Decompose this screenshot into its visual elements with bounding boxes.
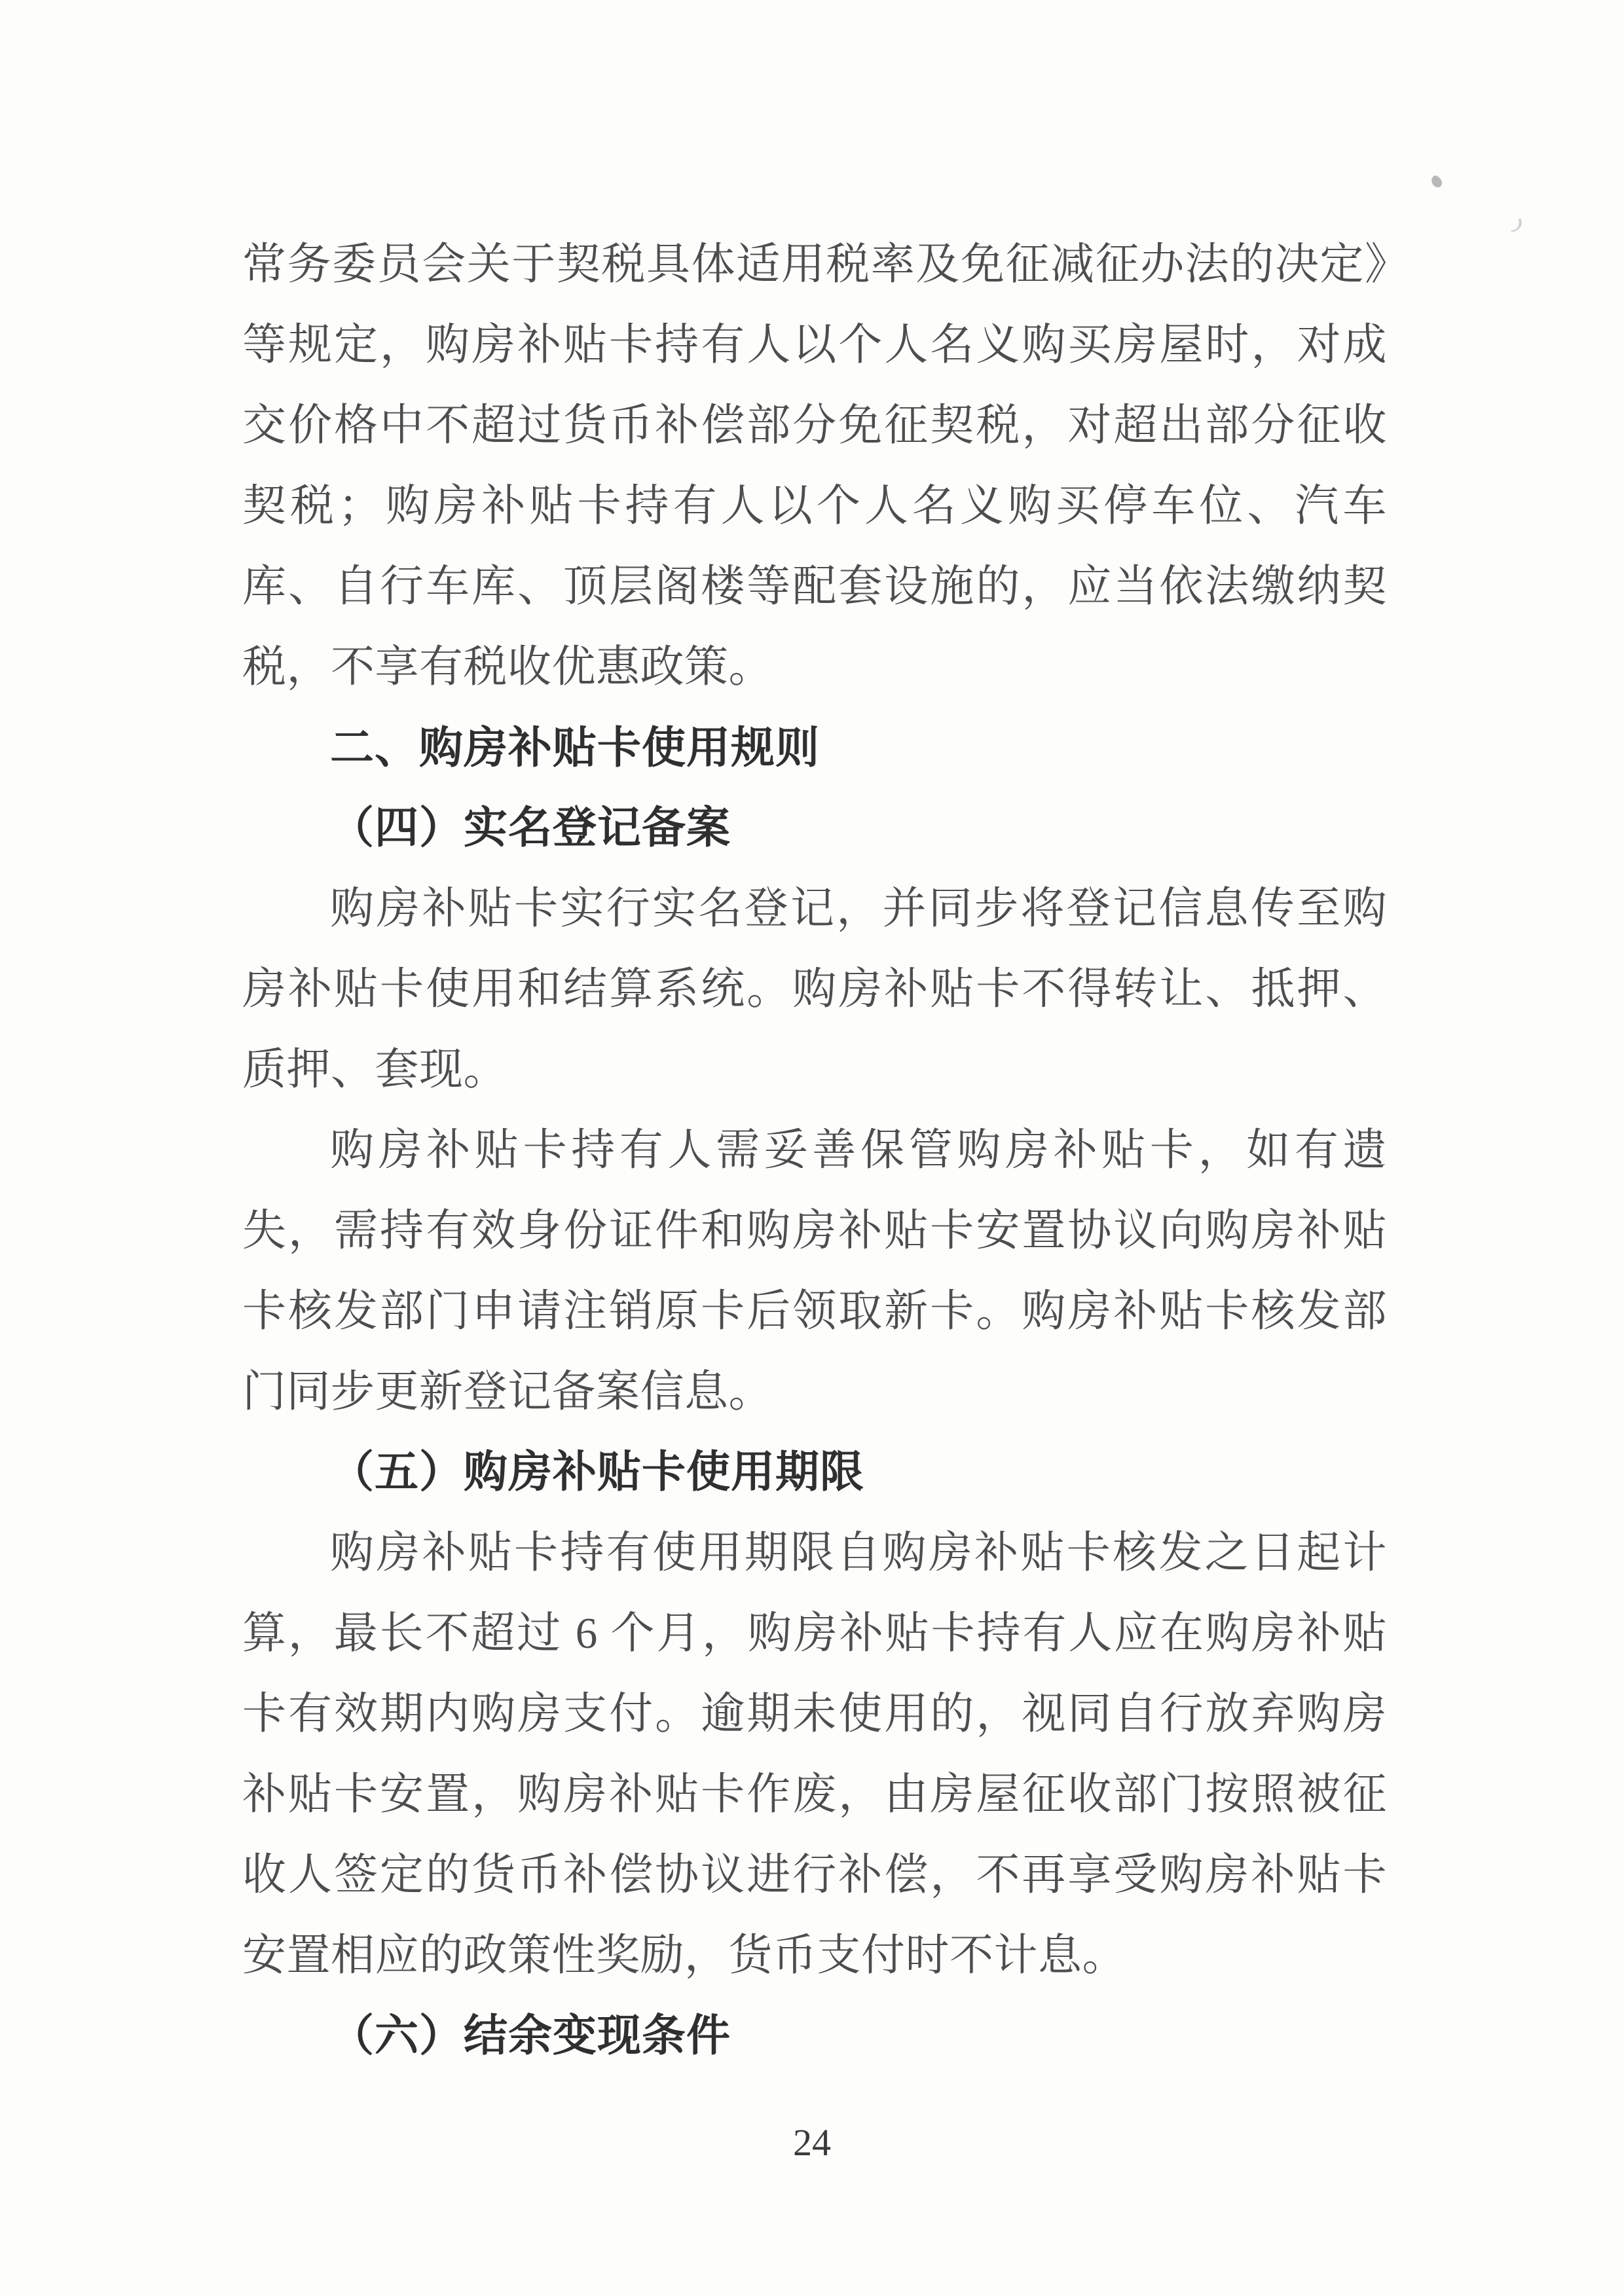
- paragraph-safekeeping: 购房补贴卡持有人需妥善保管购房补贴卡，如有遗失，需持有效身份证件和购房补贴卡安置协议向购房补贴卡核发部门申请注销原卡后领取新卡。购房补贴卡核发部门同步更新登记备案信息。: [242, 1126, 1387, 1416]
- paragraph-registration: 购房补贴卡实行实名登记，并同步将登记信息传至购房补贴卡使用和结算系统。购房补贴卡不得转让、抵押、质押、套现。: [242, 884, 1387, 1094]
- subsection-heading-usage-period: （五）购房补贴卡使用期限: [330, 1448, 864, 1497]
- scan-artifact-curl: [1508, 219, 1524, 233]
- subsection-heading-real-name-registration: （四）实名登记备案: [330, 804, 731, 852]
- page-number: 24: [793, 2121, 831, 2164]
- paragraph-validity: 购房补贴卡持有使用期限自购房补贴卡核发之日起计算，最长不超过 6 个月，购房补贴卡持有人应在购房补贴卡有效期内购房支付。逾期未使用的，视同自行放弃购房补贴卡安置，购房补贴卡作废，由房屋征收部门按照被征收人签定的货币补偿协议进行补偿，不再享受购房补贴卡安置相应的政策性奖励，货币支付时不计息。: [242, 1529, 1387, 1980]
- document-body: [242, 225, 1387, 2077]
- section-heading-card-usage-rules: 二、购房补贴卡使用规则: [330, 723, 820, 773]
- paragraph-tax-policy: 常务委员会关于契税具体适用税率及免征减征办法的决定》等规定，购房补贴卡持有人以个人名义购买房屋时，对成交价格中不超过货币补偿部分免征契税，对超出部分征收契税；购房补贴卡持有人以个人名义购买停车位、汽车库、自行车库、顶层阁楼等配套设施的，应当依法缴纳契税，不享有税收优惠政策。: [242, 240, 1387, 691]
- scan-artifact-speck: [1429, 174, 1444, 189]
- subsection-heading-balance-cash-conditions: （六）结余变现条件: [330, 2012, 731, 2060]
